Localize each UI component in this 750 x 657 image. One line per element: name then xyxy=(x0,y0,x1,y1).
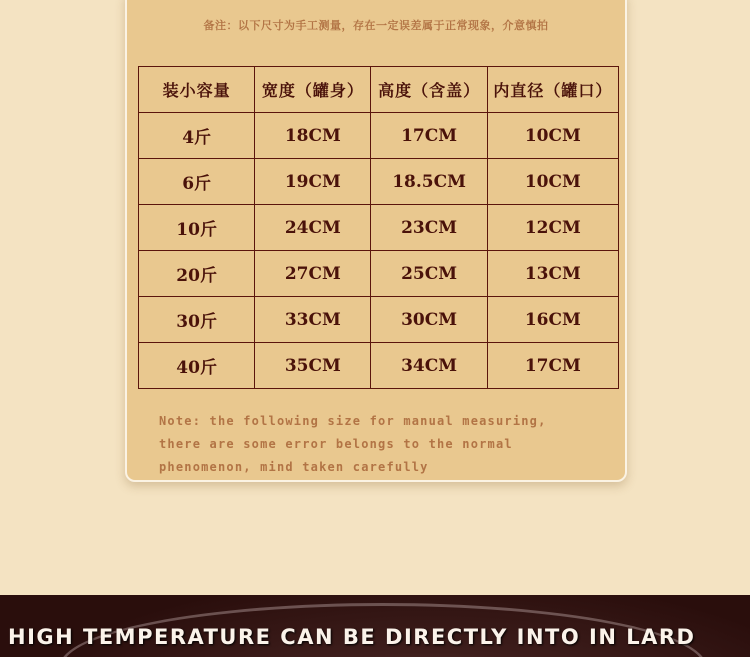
cell-capacity: 4斤 xyxy=(139,113,255,159)
cell-capacity: 6斤 xyxy=(139,159,255,205)
table-row xyxy=(139,113,619,159)
product-banner xyxy=(0,595,750,657)
cell-height: 30CM xyxy=(371,297,487,343)
cell-height: 25CM xyxy=(371,251,487,297)
banner-caption: HIGH TEMPERATURE CAN BE DIRECTLY INTO IN LARD xyxy=(8,625,696,649)
header-capacity: 装小容量 xyxy=(139,67,255,113)
cell-capacity: 10斤 xyxy=(139,205,255,251)
cell-width: 18CM xyxy=(255,113,371,159)
cell-height: 23CM xyxy=(371,205,487,251)
table-row xyxy=(139,343,619,389)
cell-capacity: 30斤 xyxy=(139,297,255,343)
cell-inner-diameter: 13CM xyxy=(487,251,618,297)
cell-height: 17CM xyxy=(371,113,487,159)
cell-width: 33CM xyxy=(255,297,371,343)
size-table xyxy=(138,66,619,389)
cell-inner-diameter: 12CM xyxy=(487,205,618,251)
cell-capacity: 40斤 xyxy=(139,343,255,389)
cell-height: 18.5CM xyxy=(371,159,487,205)
table-header-row xyxy=(139,67,619,113)
cell-width: 35CM xyxy=(255,343,371,389)
cell-inner-diameter: 17CM xyxy=(487,343,618,389)
english-note: Note: the following size for manual measuring, there are some error belongs to the normal phenomenon, mind taken carefully xyxy=(159,414,547,474)
cell-width: 27CM xyxy=(255,251,371,297)
chinese-note: 备注：以下尺寸为手工测量，存在一定误差属于正常现象，介意慎拍 xyxy=(203,19,549,32)
cell-width: 24CM xyxy=(255,205,371,251)
header-inner-diameter: 内直径（罐口） xyxy=(487,67,618,113)
cell-capacity: 20斤 xyxy=(139,251,255,297)
cell-inner-diameter: 16CM xyxy=(487,297,618,343)
table-row xyxy=(139,297,619,343)
header-height: 高度（含盖） xyxy=(371,67,487,113)
cell-inner-diameter: 10CM xyxy=(487,113,618,159)
cell-inner-diameter: 10CM xyxy=(487,159,618,205)
table-row xyxy=(139,159,619,205)
size-card xyxy=(125,0,627,482)
header-width: 宽度（罐身） xyxy=(255,67,371,113)
table-row xyxy=(139,205,619,251)
cell-height: 34CM xyxy=(371,343,487,389)
table-row xyxy=(139,251,619,297)
cell-width: 19CM xyxy=(255,159,371,205)
